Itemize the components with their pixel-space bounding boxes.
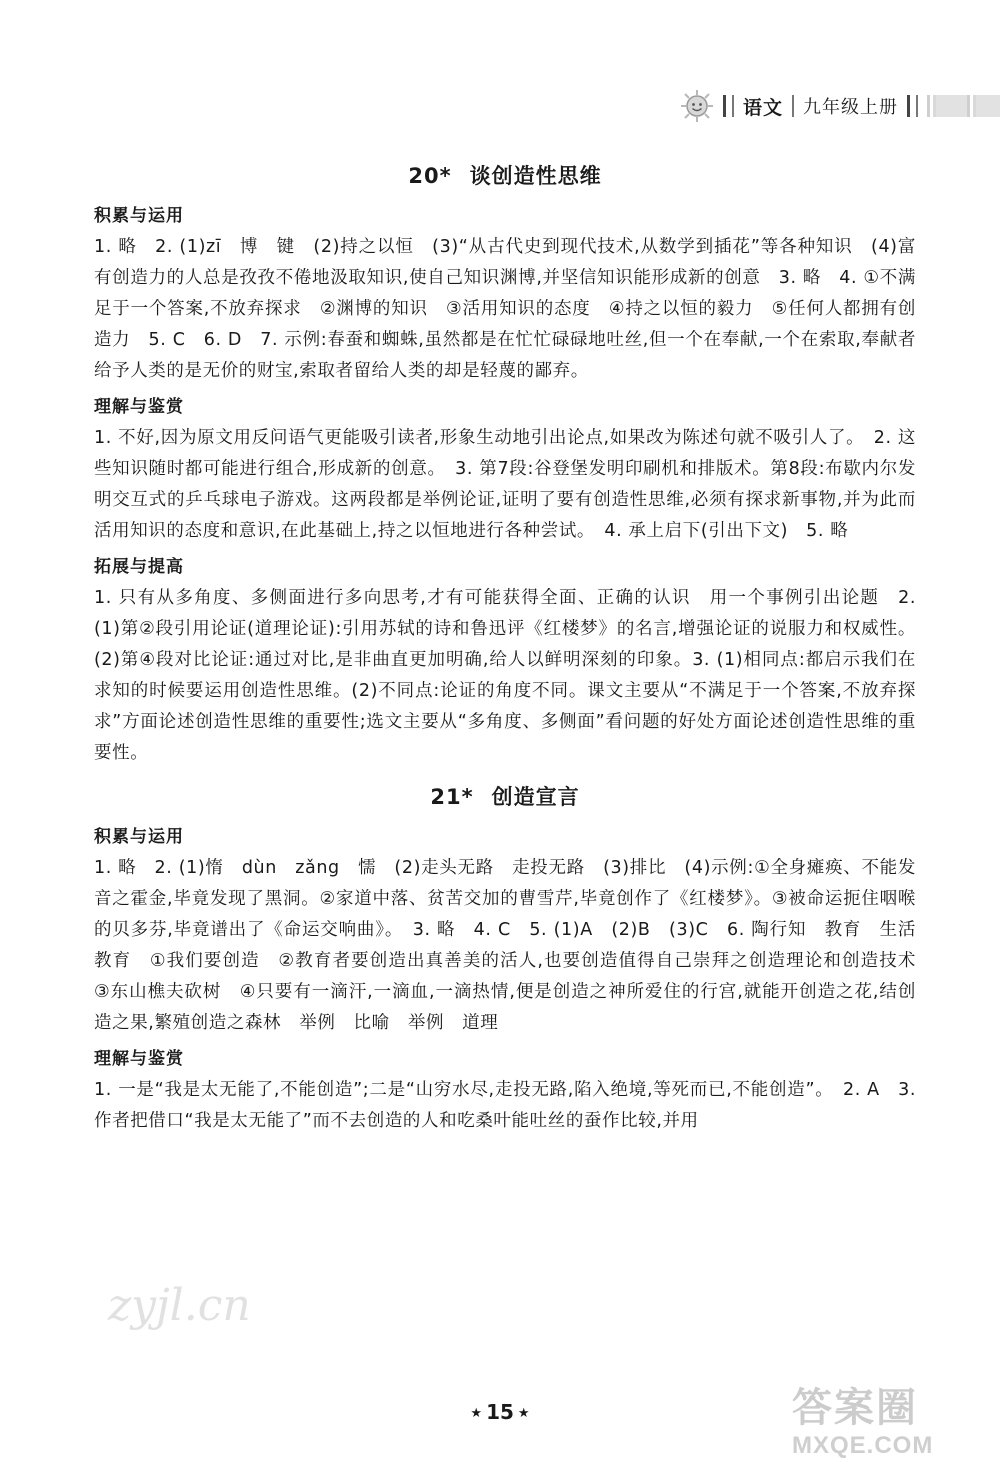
lesson-title [94, 773, 916, 821]
answer-paragraph: 1. 只有从多角度、多侧面进行多向思考,才有可能获得全面、正确的认识 用一个事例引出论题 2. (1)第②段引用论证(道理论证):引用苏轼的诗和鲁迅评《红楼梦》的名言,增强论证的说服力和权威性。(2)第④段对比论证:通过对比,是非曲直更加明确,给人以鲜明深刻的印象。3. (1)相同点:都启示我们在求知的时候要运用创造性思维。(2)不同点:论证的角度不同。课文主要从“不满足于一个答案,不放弃探求”方面论述创造性思维的重要性;选文主要从“多角度、多侧面”看问题的好处方面论述创造性思维的重要性。 [94, 588, 916, 763]
section-heading: 理解与鉴赏 [94, 397, 184, 417]
lesson-number: 20* [408, 164, 452, 188]
section-heading: 拓展与提高 [94, 557, 184, 577]
header-divider [916, 95, 918, 117]
header-subject: 语文 [743, 96, 784, 119]
header-grade: 九年级上册 [803, 97, 899, 118]
header-divider [732, 95, 734, 117]
lesson-name: 谈创造性思维 [469, 164, 602, 188]
answer-paragraph: 1. 不好,因为原文用反问语气更能吸引读者,形象生动地引出论点,如果改为陈述句就不吸引人了。 2. 这些知识随时都可能进行组合,形成新的创意。 3. 第7段:谷登堡发明印刷机和排版术。第8段:布歇内尔发明交互式的乒乓球电子游戏。这两段都是举例论证,证明了要有创造性思维,必须有探求新事物,并为此而活用知识的态度和意识,在此基础上,持之以恒地进行各种尝试。 4. 承上启下(引出下文) 5. 略 [94, 428, 916, 541]
answer-paragraph: 1. 一是“我是太无能了,不能创造”;二是“山穷水尽,走投无路,陷入绝境,等死而已,不能创造”。 2. A 3. 作者把借口“我是太无能了”而不去创造的人和吃桑叶能吐丝的蚕作比较,并用 [94, 1080, 916, 1131]
lesson-name: 创造宣言 [491, 785, 580, 809]
page-header [680, 86, 1000, 126]
stamp-watermark: zyjl.cn [108, 1280, 251, 1331]
lesson-number: 21* [430, 785, 474, 809]
watermark-logo-text: 答案圈 [792, 1384, 918, 1431]
lesson-title [94, 152, 916, 200]
site-watermark [792, 1384, 992, 1466]
header-decorative-band [927, 95, 1000, 117]
star-icon: ★ [517, 1406, 530, 1421]
header-divider [792, 95, 794, 117]
star-icon: ★ [470, 1406, 483, 1421]
header-divider [723, 95, 726, 117]
answer-content [94, 152, 935, 1141]
section-heading: 积累与运用 [94, 206, 184, 226]
answer-paragraph: 1. 略 2. (1)惰 dùn zǎng 懦 (2)走头无路 走投无路 (3)排比 (4)示例:①全身瘫痪、不能发音之霍金,毕竟发现了黑洞。②家道中落、贫苦交加的曹雪芹,毕竟创作了《红楼梦》。③被命运扼住咽喉的贝多芬,毕竟谱出了《命运交响曲》。 3. 略 4. C 5. (1)A (2)B (3)C 6. 陶行知 教育 生活教育 ①我们要创造 ②教育者要创造出真善美的活人,也要创造值得自己崇拜之创造理论和创造技术 ③东山樵夫砍树 ④只要有一滴汗,一滴血,一滴热情,便是创造之神所爱住的行宫,就能开创造之花,结创造之果,繁殖创造之森林 举例 比喻 举例 道理 [94, 858, 935, 1033]
header-divider [907, 95, 910, 117]
sun-logo-icon [680, 89, 714, 123]
watermark-url: MXQE.COM [792, 1432, 934, 1459]
section-heading: 理解与鉴赏 [94, 1049, 184, 1069]
answer-paragraph: 1. 略 2. (1)zī 博 键 (2)持之以恒 (3)“从古代史到现代技术,从数学到插花”等各种知识 (4)富有创造力的人总是孜孜不倦地汲取知识,使自己知识渊博,并坚信知识能形成新的创意 3. 略 4. ①不满足于一个答案,不放弃探求 ②渊博的知识 ③活用知识的态度 ④持之以恒的毅力 ⑤任何人都拥有创造力 5. C 6. D 7. 示例:春蚕和蜘蛛,虽然都是在忙忙碌碌地吐丝,但一个在奉献,一个在索取,奉献者给予人类的是无价的财宝,索取者留给人类的却是轻蔑的鄙弃。 [94, 237, 916, 381]
section-heading: 积累与运用 [94, 827, 184, 847]
page-number-value: 15 [486, 1400, 514, 1424]
